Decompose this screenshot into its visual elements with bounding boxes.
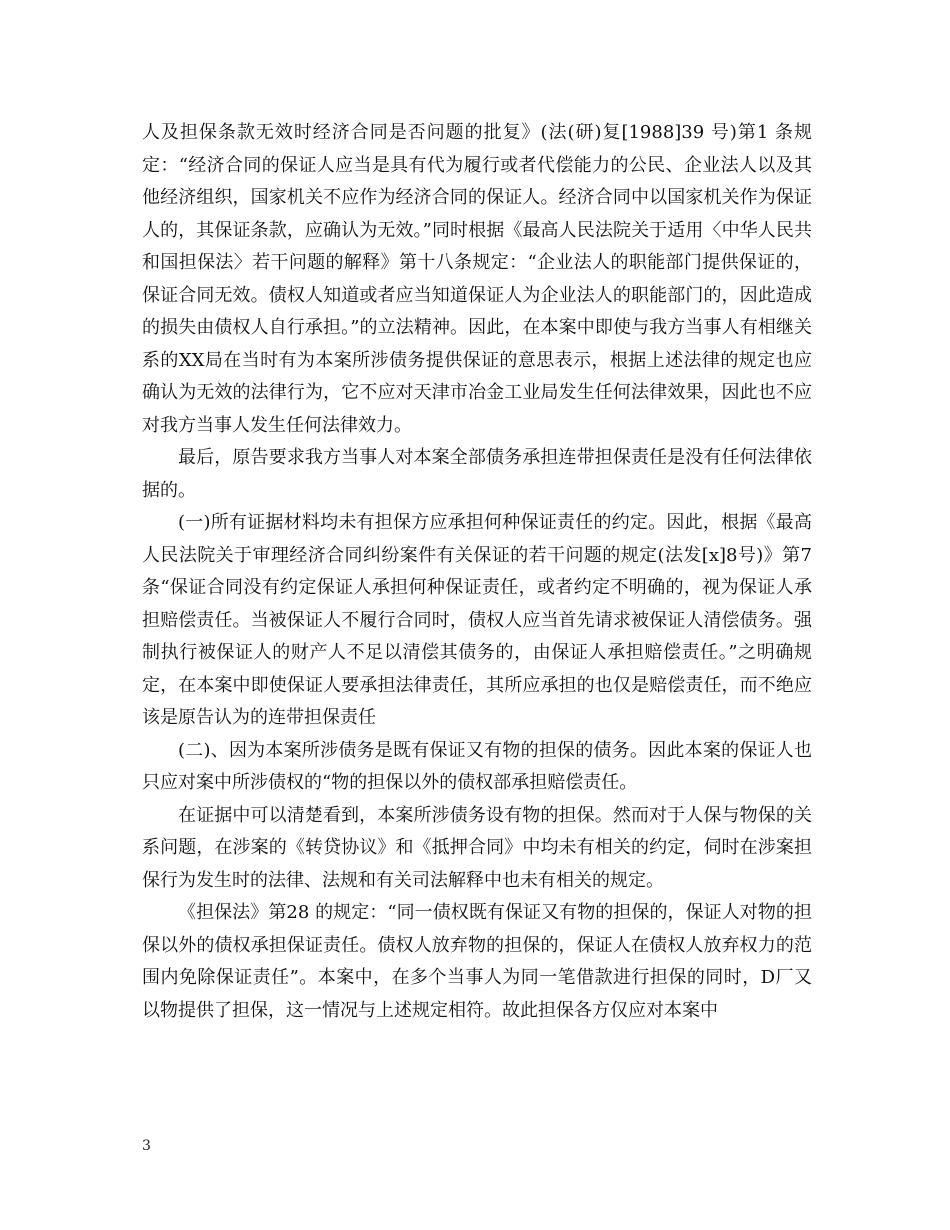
document-body: [142, 117, 812, 1027]
paragraph-4: (二)、因为本案所涉债务是既有保证又有物的担保的债务。因此本案的保证人也只应对案中所涉债权的“物的担保以外的债权部承担赔偿责任。: [142, 739, 812, 793]
paragraph-6: 《担保法》第28 的规定：“同一债权既有保证又有物的担保的，保证人对物的担保以外的债权承担保证责任。债权人放弃物的担保的，保证人在债权人放弃权力的范围内免除保证责任”。本案中，在多个当事人为同一笔借款进行担保的同时，D厂又以物提供了担保，这一情况与上述规定相符。故此担保各方仅应对本案中: [142, 902, 812, 1021]
page-number: 3: [142, 1138, 151, 1154]
paragraph-5: 在证据中可以清楚看到，本案所涉债务设有物的担保。然而对于人保与物保的关系问题，在涉案的《转贷协议》和《抵押合同》中均未有相关的约定，伺时在涉案担保行为发生时的法律、法规和有关司法解释中也未有相关的规定。: [142, 804, 812, 891]
paragraph-1: 人及担保条款无效时经济合同是否问题的批复》(法(研)复[1988]39 号)第1 条规定：“经济合同的保证人应当是具有代为履行或者代偿能力的公民、企业法人以及其他经济组织，国家机关不应作为经济合同的保证人。经济合同中以国家机关作为保证人的，其保证条款，应确认为无效。”同时根据《最高人民法院关于适用〈中华人民共和国担保法〉若干问题的解释》第十八条规定：“企业法人的职能部门提供保证的，保证合同无效。债权人知道或者应当知道保证人为企业法人的职能部门的，因此造成的损失由债权人自行承担。”的立法精神。因此，在本案中即使与我方当事人有相继关系的XX局在当时有为本案所涉债务提供保证的意思表示，根据上述法律的规定也应确认为无效的法律行为，它不应对天津市冶金工业局发生任何法律效果，因此也不应对我方当事人发生任何法律效力。: [142, 122, 812, 436]
paragraph-2: 最后，原告要求我方当事人对本案全部债务承担连带担保责任是没有任何法律依据的。: [142, 447, 812, 501]
paragraph-3: (一)所有证据材料均未有担保方应承担何种保证责任的约定。因此，根据《最高人民法院关于审理经济合同纠纷案件有关保证的若干问题的规定(法发[x]8号)》第7条“保证合同没有约定保证人承担何种保证责任，或者约定不明确的，视为保证人承担赔偿责任。当被保证人不履行合同时，债权人应当首先请求被保证人清偿债务。强制执行被保证人的财产人不足以清偿其债务的，由保证人承担赔偿责任。”之明确规定，在本案中即使保证人要承担法律责任，其所应承担的也仅是赔偿责任，而不绝应该是原告认为的连带担保责任: [142, 512, 812, 728]
